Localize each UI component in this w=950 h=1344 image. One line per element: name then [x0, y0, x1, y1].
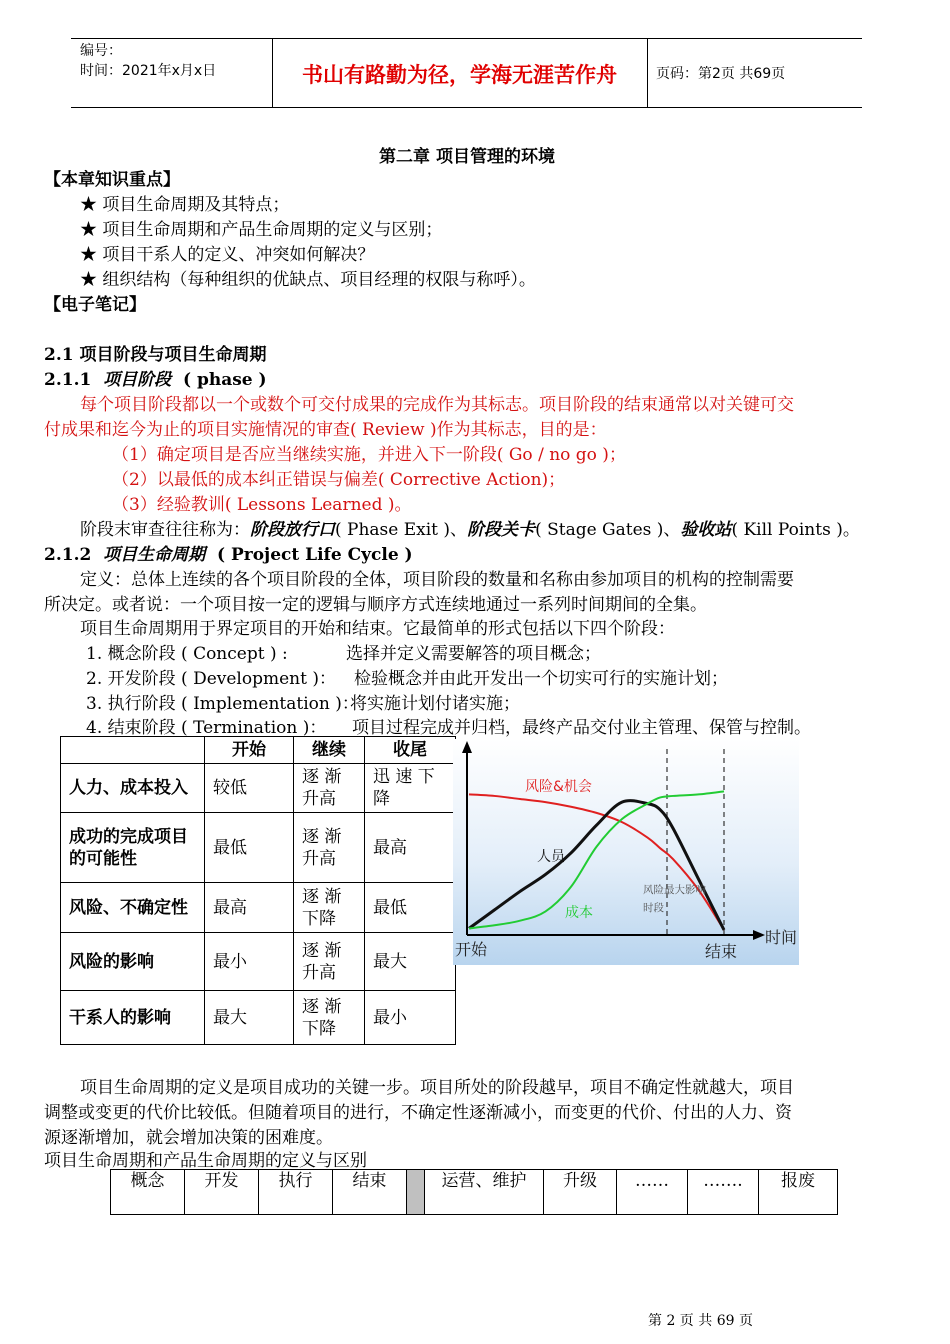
header-page-info: 页码：第2页 共69页 — [656, 66, 786, 82]
table-cell: 最大 — [365, 933, 456, 991]
section-2-1-heading: 2.1 项目阶段与项目生命周期 — [44, 345, 267, 365]
table-cell: 最小 — [205, 933, 294, 991]
lifecycle-compare-title: 项目生命周期和产品生命周期的定义与区别 — [44, 1151, 367, 1171]
term-stage-gates-en: ( Stage Gates )、 — [535, 520, 681, 540]
table-cell: 报废 — [759, 1170, 838, 1215]
header-divider — [647, 39, 648, 107]
summary-line: 项目生命周期的定义是项目成功的关键一步。项目所处的阶段越早，项目不确定性就越大，项目 — [80, 1078, 794, 1098]
key-point-item: ★ 项目生命周期及其特点； — [80, 195, 290, 215]
table-cell: 逐 渐 升高 — [294, 764, 365, 813]
table-cell: 概念 — [111, 1170, 185, 1215]
phase-paragraph-line: 每个项目阶段都以一个或数个可交付成果的完成作为其标志。项目阶段的结束通常以对关键可交 — [80, 395, 794, 415]
row-label: 风险的影响 — [61, 933, 205, 991]
stage-desc: 项目过程完成并归档，最终产品交付业主管理、保管与控制。 — [352, 718, 811, 738]
table-cell: 结束 — [333, 1170, 407, 1215]
notes-heading: 【电子笔记】 — [44, 295, 146, 315]
x-start-label: 开始 — [455, 940, 488, 959]
section-title-en: ( phase ) — [183, 370, 267, 390]
table-row — [61, 813, 456, 883]
term-phase-exit-en: ( Phase Exit )、 — [335, 520, 468, 540]
table-cell: 执行 — [259, 1170, 333, 1215]
header-meta — [80, 41, 216, 81]
lifecycle-stage-table — [110, 1169, 838, 1215]
x-end-label: 结束 — [705, 942, 738, 961]
header-motto: 书山有路勤为径，学海无涯苦作舟 — [302, 63, 617, 87]
series-label-cost: 成本 — [565, 905, 593, 921]
table-cell: 逐 渐 下降 — [294, 883, 365, 933]
table-cell: 逐 渐 升高 — [294, 933, 365, 991]
definition-line: 所决定。或者说：一个项目按一定的逻辑与顺序方式连续地通过一系列时间期间的全集。 — [44, 595, 707, 615]
phase-review-prefix: 阶段末审查往往称为： — [80, 520, 250, 540]
table-cell: 较低 — [205, 764, 294, 813]
table-cell: 升级 — [544, 1170, 617, 1215]
table-cell: 迅 速 下降 — [365, 764, 456, 813]
doc-number: 编号： — [80, 43, 122, 59]
table-cell: 运营、维护 — [425, 1170, 544, 1215]
key-points-heading: 【本章知识重点】 — [44, 170, 180, 190]
page-header — [71, 38, 862, 108]
x-axis-label: 时间 — [765, 928, 798, 947]
table-cell: 逐 渐 升高 — [294, 813, 365, 883]
section-title: 项目生命周期 — [103, 545, 206, 565]
chart-annotation: 风险最大影响 — [643, 884, 706, 896]
table-cell: ……. — [688, 1170, 759, 1215]
table-row — [61, 764, 456, 813]
table-cell: 最低 — [365, 883, 456, 933]
table-header-cell — [61, 737, 205, 764]
table-cell: 逐 渐 下降 — [294, 991, 365, 1045]
table-separator-cell — [407, 1170, 425, 1215]
table-row — [61, 991, 456, 1045]
table-row — [61, 883, 456, 933]
section-number: 2.1.2 — [44, 545, 92, 565]
stage-desc: 将实施计划付诸实施； — [350, 694, 520, 714]
section-2-1-1-heading — [44, 365, 267, 390]
term-phase-exit: 阶段放行口 — [250, 520, 335, 540]
row-label: 人力、成本投入 — [61, 764, 205, 813]
chapter-title: 第二章 项目管理的环境 — [379, 147, 555, 167]
lifecycle-intro: 项目生命周期用于界定项目的开始和结束。它最简单的形式包括以下四个阶段： — [80, 619, 675, 639]
chart-annotation: 时段 — [643, 902, 664, 914]
section-2-1-2-heading — [44, 540, 413, 565]
stage-label: 4. 结束阶段 ( Termination )： — [86, 718, 327, 738]
table-cell: 最小 — [365, 991, 456, 1045]
summary-line: 调整或变更的代价比较低。但随着项目的进行，不确定性逐渐减小，而变更的代价、付出的人力、资 — [44, 1103, 792, 1123]
series-label-staff: 人员 — [537, 849, 565, 865]
row-label: 成功的完成项目的可能性 — [61, 813, 205, 883]
summary-line: 源逐渐增加，就会增加决策的困难度。 — [44, 1128, 333, 1148]
table-header-cell: 收尾 — [365, 737, 456, 764]
stage-label: 2. 开发阶段 ( Development )： — [86, 669, 336, 689]
chart-background — [453, 739, 799, 965]
term-kill-points: 验收站 — [680, 520, 732, 540]
page-footer: 第 2 页 共 69 页 — [648, 1313, 753, 1329]
table-cell: 最高 — [205, 883, 294, 933]
stage-label: 3. 执行阶段 ( Implementation )： — [86, 694, 359, 714]
section-number: 2.1.1 — [44, 370, 92, 390]
term-kill-points-en: ( Kill Points )。 — [731, 520, 860, 540]
phase-paragraph-line: 付成果和迄今为止的项目实施情况的审查( Review )作为其标志，目的是： — [44, 420, 607, 440]
table-header-cell: 继续 — [294, 737, 365, 764]
phase-review-line — [80, 515, 860, 540]
table-cell: 最大 — [205, 991, 294, 1045]
phase-goal: （2）以最低的成本纠正错误与偏差( Corrective Action)； — [112, 470, 566, 490]
section-title: 项目阶段 — [103, 370, 172, 390]
table-cell: 最高 — [365, 813, 456, 883]
table-row — [61, 933, 456, 991]
table-header-cell: 开始 — [205, 737, 294, 764]
key-point-item: ★ 组织结构（每种组织的优缺点、项目经理的权限与称呼）。 — [80, 270, 536, 290]
key-point-item: ★ 项目生命周期和产品生命周期的定义与区别； — [80, 220, 443, 240]
stage-desc: 检验概念并由此开发出一个切实可行的实施计划； — [354, 669, 728, 689]
definition-line: 定义：总体上连续的各个项目阶段的全体，项目阶段的数量和名称由参加项目的机构的控制需要 — [80, 570, 794, 590]
stage-desc: 选择并定义需要解答的项目概念； — [346, 644, 601, 664]
table-row — [111, 1170, 838, 1215]
table-cell: 开发 — [185, 1170, 259, 1215]
table-cell: …… — [617, 1170, 688, 1215]
phase-goal: （1）确定项目是否应当继续实施，并进入下一阶段( Go / no go )； — [112, 445, 626, 465]
key-point-item: ★ 项目干系人的定义、冲突如何解决？ — [80, 245, 375, 265]
series-label-risk: 风险&机会 — [525, 779, 592, 795]
lifecycle-chart — [453, 739, 799, 965]
stage-label: 1. 概念阶段 ( Concept ) : — [86, 644, 288, 664]
doc-time: 时间：2021年x月x日 — [80, 63, 217, 79]
phase-goal: （3）经验教训( Lessons Learned )。 — [112, 495, 412, 515]
comparison-table — [60, 736, 456, 1045]
row-label: 干系人的影响 — [61, 991, 205, 1045]
term-stage-gates: 阶段关卡 — [467, 520, 536, 540]
table-header-row — [61, 737, 456, 764]
section-title-en: ( Project Life Cycle ) — [217, 545, 413, 565]
table-cell: 最低 — [205, 813, 294, 883]
row-label: 风险、不确定性 — [61, 883, 205, 933]
